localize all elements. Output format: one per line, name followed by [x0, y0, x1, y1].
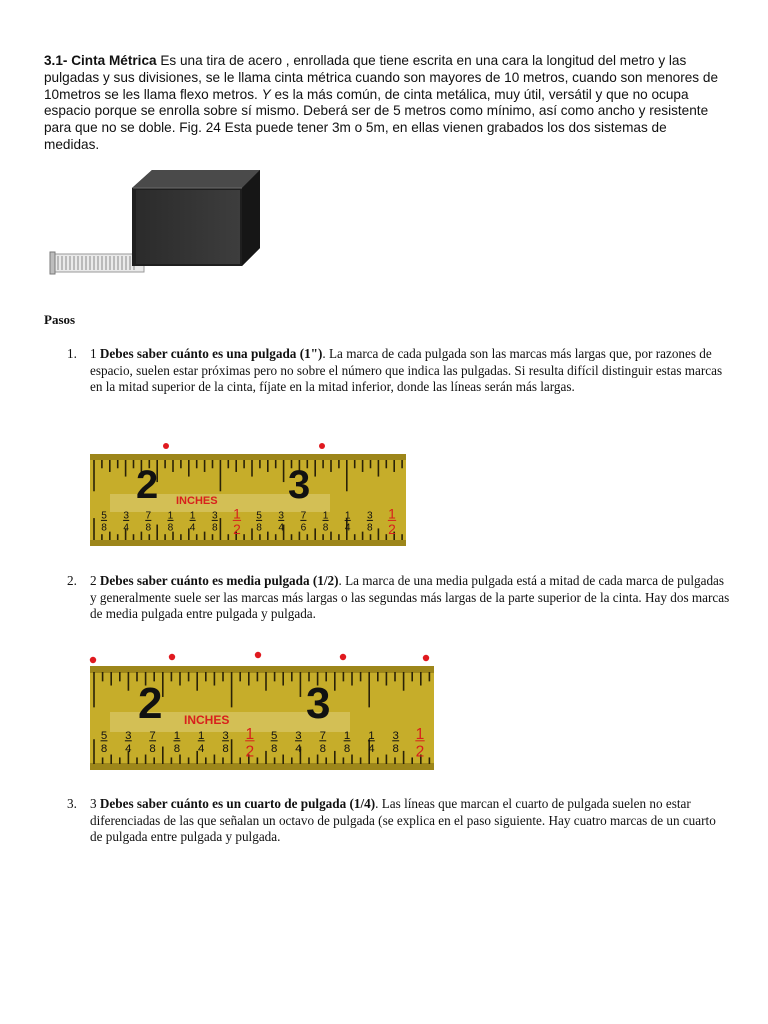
fraction-denominator: 4: [125, 743, 132, 756]
fraction-numerator: 5: [256, 510, 262, 522]
fraction-label: [123, 510, 129, 533]
fraction-label: [149, 730, 156, 755]
inches-label: INCHES: [184, 713, 230, 727]
step-bold: Debes saber cuánto es una pulgada (1"): [99, 346, 323, 361]
step-text: . La marca de cada pulgada son las marcas más largas que, por razones de espacio, suelen estar próximas pero no sobre el número que indica las pulgadas. Si resulta difícil distinguir estas marcas en la mitad superior de la cinta, fíjate en la mitad inferior, donde las líneas serán más largas.: [90, 346, 723, 395]
fraction-denominator: 4: [189, 522, 196, 534]
fraction-denominator: 4: [344, 522, 351, 534]
tape-photo-inch: [88, 438, 408, 548]
step-lead: 1: [90, 346, 100, 361]
fraction-denominator: 8: [343, 743, 351, 756]
fraction-denominator: 8: [222, 743, 229, 756]
fraction-label: [388, 506, 396, 537]
fraction-denominator: 4: [295, 743, 302, 756]
fraction-numerator: 3: [125, 729, 132, 742]
big-number: 2: [136, 463, 159, 507]
fraction-denominator: 8: [145, 522, 152, 534]
half-inch-marker-dot: [340, 654, 346, 660]
fraction-denominator: 8: [167, 522, 174, 534]
big-number: 3: [306, 679, 331, 728]
fraction-label: [344, 730, 351, 755]
intro-paragraph: [44, 53, 724, 154]
fraction-numerator: 7: [300, 510, 307, 522]
fraction-label: [367, 510, 373, 533]
step-bold: Debes saber cuánto es un cuarto de pulgada (1/4): [99, 796, 376, 811]
fraction-denominator: 8: [322, 522, 329, 534]
fraction-numerator: 3: [222, 729, 229, 742]
step-body: [90, 346, 730, 396]
fraction-label: [173, 730, 180, 755]
fraction-denominator: 4: [278, 522, 285, 534]
step-body: [90, 796, 730, 846]
step-text: . La marca de una media pulgada está a mitad de cada marca de pulgadas y generalmente suele ser las marcas más largas o las segundas más largas de la parte superior de la cinta. Hay dos marcas de media pulgada entre pulgada y pulgada.: [90, 573, 730, 622]
fraction-numerator: 1: [322, 510, 329, 522]
fraction-denominator: 8: [211, 522, 218, 534]
fraction-numerator: 3: [295, 729, 302, 742]
fraction-numerator: 1: [198, 729, 205, 742]
fraction-numerator: 7: [149, 729, 156, 742]
fraction-denominator: 8: [319, 743, 326, 756]
inches-label: INCHES: [176, 495, 218, 507]
fraction-denominator: 4: [368, 743, 375, 756]
half-inch-marker-dot: [255, 652, 261, 658]
fraction-label: [222, 730, 229, 755]
fraction-denominator: 2: [415, 743, 425, 761]
half-inch-marker-dot: [90, 657, 96, 663]
fraction-label: [245, 726, 254, 761]
fraction-label: [167, 510, 173, 533]
fraction-label: [101, 510, 107, 533]
fraction-numerator: 1: [344, 510, 351, 522]
fraction-denominator: 2: [233, 522, 241, 538]
fraction-numerator: 3: [123, 510, 129, 522]
step-number: 3.: [67, 796, 77, 811]
fraction-denominator: 2: [245, 743, 255, 761]
intro-heading: 3.1- Cinta Métrica: [44, 53, 157, 68]
fraction-denominator: 8: [100, 743, 108, 756]
fraction-label: [415, 726, 424, 761]
step-bold: Debes saber cuánto es media pulgada (1/2): [99, 573, 339, 588]
fraction-numerator: 3: [392, 729, 399, 742]
fraction-denominator: 2: [388, 522, 396, 538]
big-number: 3: [288, 463, 311, 507]
fraction-denominator: 8: [256, 522, 262, 534]
fraction-denominator: 8: [392, 743, 399, 756]
fraction-label: [271, 730, 278, 755]
fraction-numerator: 1: [388, 506, 396, 522]
fraction-numerator: 3: [211, 510, 218, 522]
fraction-label: [190, 510, 196, 533]
fraction-label: [125, 730, 132, 755]
fraction-label: [278, 510, 284, 533]
fraction-numerator: 3: [367, 510, 373, 522]
fraction-label: [323, 510, 329, 533]
fraction-label: [256, 510, 262, 533]
fraction-label: [345, 510, 351, 533]
step-body: [90, 573, 730, 623]
fraction-numerator: 7: [319, 729, 326, 742]
section-title-pasos: Pasos: [44, 312, 76, 327]
half-inch-marker-dot: [169, 654, 175, 660]
step-number: 1.: [67, 346, 77, 361]
inch-marker-dot: [319, 443, 325, 449]
fraction-denominator: 4: [123, 522, 129, 534]
intro-text-a: Es una tira de acero , enrollada que tiene escrita en una cara la longitud del metro y las pulgadas y sus divisiones, se le llama cinta métrica cuando son mayores de 10 metros, cuando son menores de 10metros se les llama flexo metros.: [44, 53, 719, 102]
fraction-numerator: 1: [167, 510, 174, 522]
step-text: . Las líneas que marcan el cuarto de pulgada suelen no estar diferenciadas de las que señalan un octavo de pulgada (se explica en el paso siguiente. Hay cuatro marcas de un cuarto de pulgada entre pulgada y pulgada.: [90, 796, 716, 845]
step-lead: 2: [90, 573, 100, 588]
fraction-denominator: 4: [198, 743, 205, 756]
big-number: 2: [138, 679, 163, 728]
fraction-label: [233, 506, 241, 537]
fraction-numerator: 7: [145, 510, 152, 522]
fraction-label: [101, 730, 108, 755]
fraction-denominator: 8: [270, 743, 278, 756]
step-number: 2.: [67, 573, 77, 588]
intro-text-b: es la más común, de cinta metálica, muy útil, versátil y que no ocupa espacio porque se enrolla sobre sí mismo. Deberá ser de 5 metros como mínimo, así como ancho y resistente para que no se doble. Fig. 24 Esta puede tener 3m o 5m, en ellas vienen grabados los dos sistemas de medidas.: [44, 86, 709, 152]
fraction-numerator: 5: [270, 729, 278, 742]
fraction-numerator: 1: [245, 725, 255, 743]
fraction-numerator: 1: [189, 510, 196, 522]
fraction-numerator: 5: [100, 729, 108, 742]
fraction-label: [319, 730, 326, 755]
tape-measure-illustration: [46, 166, 266, 280]
step-lead: 3: [90, 796, 100, 811]
fraction-numerator: 1: [415, 725, 425, 743]
fraction-label: [145, 510, 151, 533]
intro-italic-y: Y: [261, 86, 271, 102]
fraction-numerator: 1: [233, 506, 241, 522]
tape-blade: [50, 252, 144, 274]
fraction-denominator: 8: [101, 522, 107, 534]
fraction-denominator: 8: [173, 743, 181, 756]
fraction-denominator: 8: [367, 522, 373, 534]
fraction-denominator: 6: [300, 522, 307, 534]
fraction-numerator: 3: [278, 510, 285, 522]
fraction-label: [212, 510, 218, 533]
fraction-label: [295, 730, 302, 755]
fraction-numerator: 1: [343, 729, 351, 742]
inch-marker-dot: [163, 443, 169, 449]
fraction-numerator: 5: [101, 510, 107, 522]
half-inch-marker-dot: [423, 655, 429, 661]
fraction-label: [198, 730, 205, 755]
fraction-numerator: 1: [173, 729, 181, 742]
fraction-label: [368, 730, 375, 755]
fraction-denominator: 8: [149, 743, 156, 756]
tape-case: [132, 170, 260, 266]
fraction-numerator: 1: [368, 729, 375, 742]
fraction-label: [300, 510, 306, 533]
tape-photo-half-inch: [88, 650, 436, 770]
fraction-label: [392, 730, 399, 755]
